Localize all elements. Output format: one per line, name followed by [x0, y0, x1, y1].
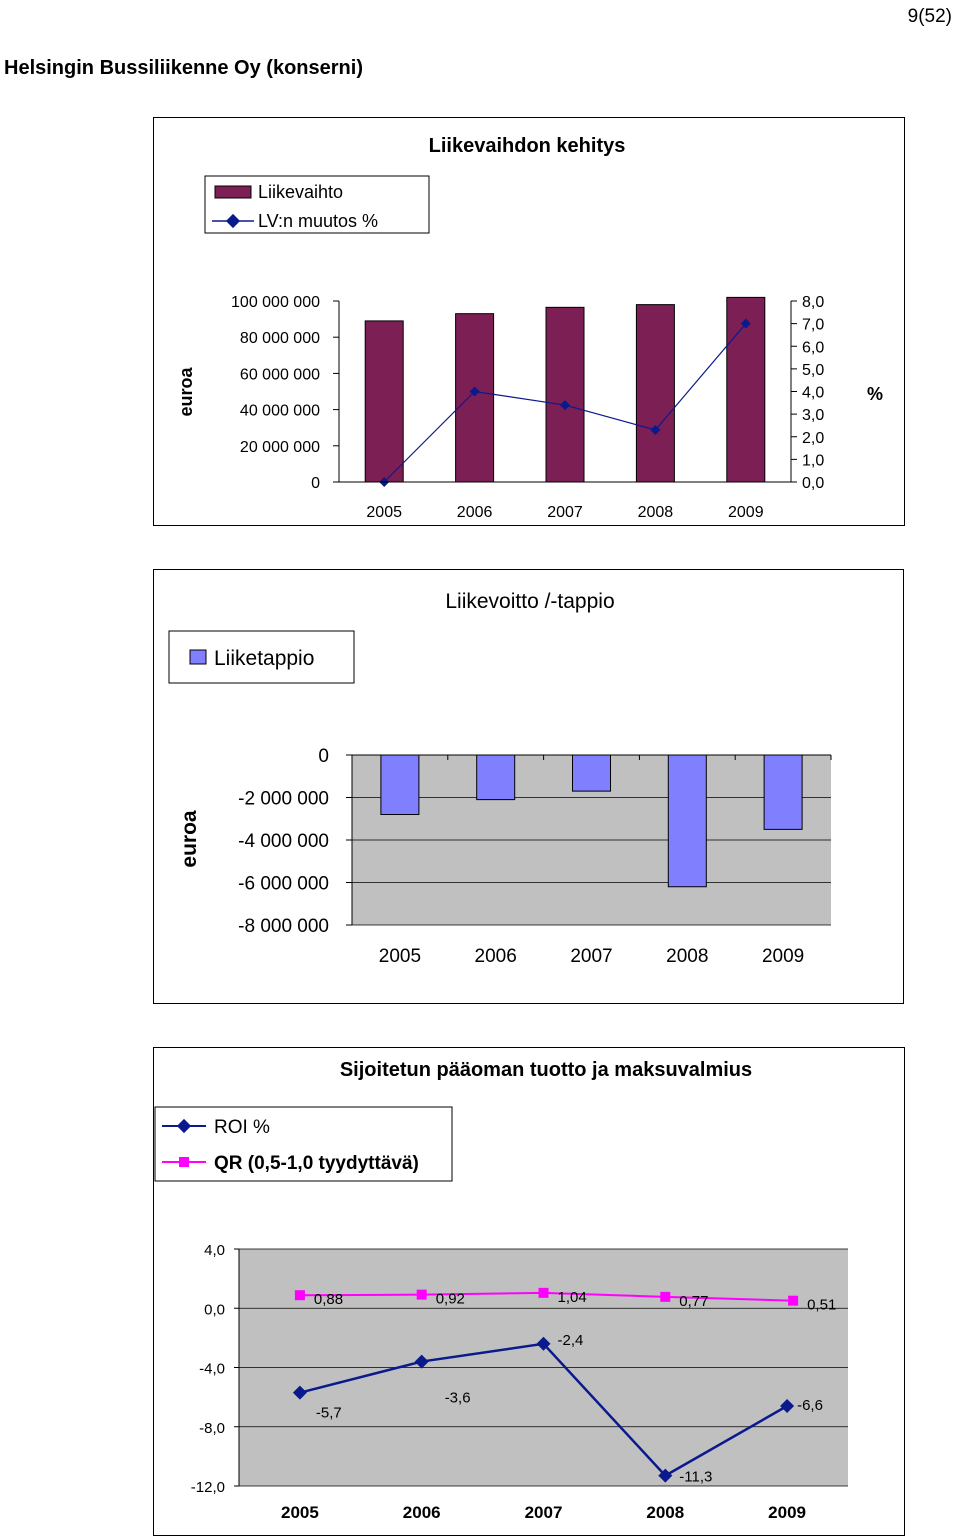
revenue-x-tick-label: 2008 — [637, 504, 674, 521]
revenue-y2-tick-label: 0,0 — [802, 475, 825, 492]
profit-y-axis-label: euroa — [178, 810, 201, 868]
revenue-legend-label-bars: Liikevaihto — [258, 182, 344, 202]
profit-y-tick-label: -8 000 000 — [238, 916, 329, 937]
qr-legend-label: QR (0,5-1,0 tyydyttävä) — [214, 1153, 419, 1174]
revenue-x-tick-label: 2006 — [456, 504, 493, 521]
roi-data-label: -3,6 — [444, 1389, 471, 1407]
revenue-bar — [546, 307, 584, 482]
roi-x-tick-label: 2009 — [768, 1503, 807, 1522]
roi-y-tick-label: -4,0 — [199, 1360, 225, 1378]
revenue-y-tick-label: 40 000 000 — [239, 402, 320, 420]
revenue-chart-title: Liikevaihdon kehitys — [428, 135, 626, 157]
revenue-x-tick-label: 2005 — [366, 504, 402, 521]
page-number: 9(52) — [907, 6, 952, 27]
profit-y-tick-label: -6 000 000 — [238, 873, 329, 895]
revenue-y-tick-label: 80 000 000 — [239, 330, 320, 348]
profit-chart-title: Liikevoitto /-tappio — [445, 590, 615, 613]
roi-x-tick-label: 2007 — [524, 1503, 563, 1522]
profit-y-tick-label: 0 — [318, 746, 329, 767]
company-title: Helsingin Bussiliikenne Oy (konserni) — [4, 57, 363, 79]
profit-x-tick-label: 2006 — [474, 946, 517, 967]
roi-y-tick-label: 4,0 — [204, 1242, 225, 1259]
roi-y-tick-label: 0,0 — [204, 1301, 225, 1319]
qr-point — [660, 1292, 670, 1302]
roi-data-label: -2,4 — [557, 1331, 584, 1349]
revenue-legend-swatch — [215, 186, 251, 198]
roi-chart-title: Sijoitetun pääoman tuotto ja maksuvalmius — [339, 1059, 753, 1081]
roi-chart-frame — [153, 1047, 905, 1536]
profit-chart-frame — [153, 569, 904, 1004]
qr-legend-marker — [179, 1157, 189, 1167]
revenue-chart-frame — [153, 117, 905, 526]
roi-x-tick-label: 2006 — [402, 1503, 441, 1522]
profit-legend-label: Liiketappio — [214, 647, 315, 670]
revenue-y2-tick-label: 1,0 — [802, 452, 825, 470]
qr-point — [417, 1290, 427, 1300]
revenue-y-tick-label: 20 000 000 — [239, 438, 320, 456]
revenue-chart — [154, 118, 904, 525]
revenue-y2-tick-label: 8,0 — [802, 294, 825, 311]
roi-data-label: -6,6 — [797, 1397, 823, 1415]
revenue-legend-label-line: LV:n muutos % — [258, 211, 379, 231]
profit-legend-swatch — [190, 650, 206, 664]
qr-point — [788, 1296, 798, 1306]
qr-data-label: 1,04 — [557, 1288, 587, 1306]
revenue-y2-tick-label: 7,0 — [802, 316, 825, 334]
roi-y-tick-label: -12,0 — [190, 1479, 225, 1496]
revenue-y-tick-label: 60 000 000 — [239, 366, 320, 384]
revenue-y2-axis-label: % — [867, 384, 884, 404]
roi-x-tick-label: 2008 — [646, 1503, 685, 1522]
revenue-y-tick-label: 100 000 000 — [231, 294, 320, 311]
roi-chart — [154, 1048, 904, 1535]
revenue-bar — [365, 321, 403, 482]
profit-chart — [154, 570, 903, 1003]
profit-y-tick-label: -4 000 000 — [238, 831, 329, 852]
revenue-y-axis-label: euroa — [176, 367, 196, 417]
profit-x-tick-label: 2005 — [378, 946, 422, 967]
qr-data-label: 0,77 — [679, 1292, 709, 1310]
qr-point — [295, 1290, 305, 1300]
profit-x-tick-label: 2009 — [761, 946, 805, 967]
profit-bar — [573, 755, 611, 791]
revenue-x-tick-label: 2007 — [547, 504, 583, 521]
revenue-bar — [636, 305, 674, 482]
profit-y-tick-label: -2 000 000 — [238, 788, 329, 810]
roi-data-label: -11,3 — [679, 1468, 713, 1486]
qr-data-label: 0,92 — [435, 1290, 465, 1308]
profit-x-tick-label: 2007 — [570, 946, 613, 967]
roi-legend-label: ROI % — [214, 1117, 270, 1138]
qr-point — [539, 1288, 549, 1298]
profit-bar — [668, 755, 706, 887]
profit-bar — [381, 755, 419, 815]
revenue-y2-tick-label: 2,0 — [802, 429, 825, 447]
revenue-bar — [456, 314, 494, 482]
profit-x-tick-label: 2008 — [666, 946, 709, 967]
profit-bar — [764, 755, 802, 829]
profit-bar — [477, 755, 515, 800]
qr-data-label: 0,51 — [807, 1296, 837, 1314]
revenue-y2-tick-label: 5,0 — [802, 361, 825, 379]
revenue-x-tick-label: 2009 — [728, 504, 764, 521]
qr-data-label: 0,88 — [313, 1291, 344, 1309]
revenue-y-tick-label: 0 — [311, 475, 320, 492]
revenue-y2-tick-label: 4,0 — [802, 384, 825, 402]
roi-data-label: -5,7 — [315, 1404, 342, 1422]
roi-x-tick-label: 2005 — [280, 1503, 319, 1522]
revenue-y2-tick-label: 6,0 — [802, 339, 825, 357]
roi-y-tick-label: -8,0 — [199, 1419, 225, 1437]
revenue-y2-tick-label: 3,0 — [802, 407, 825, 425]
